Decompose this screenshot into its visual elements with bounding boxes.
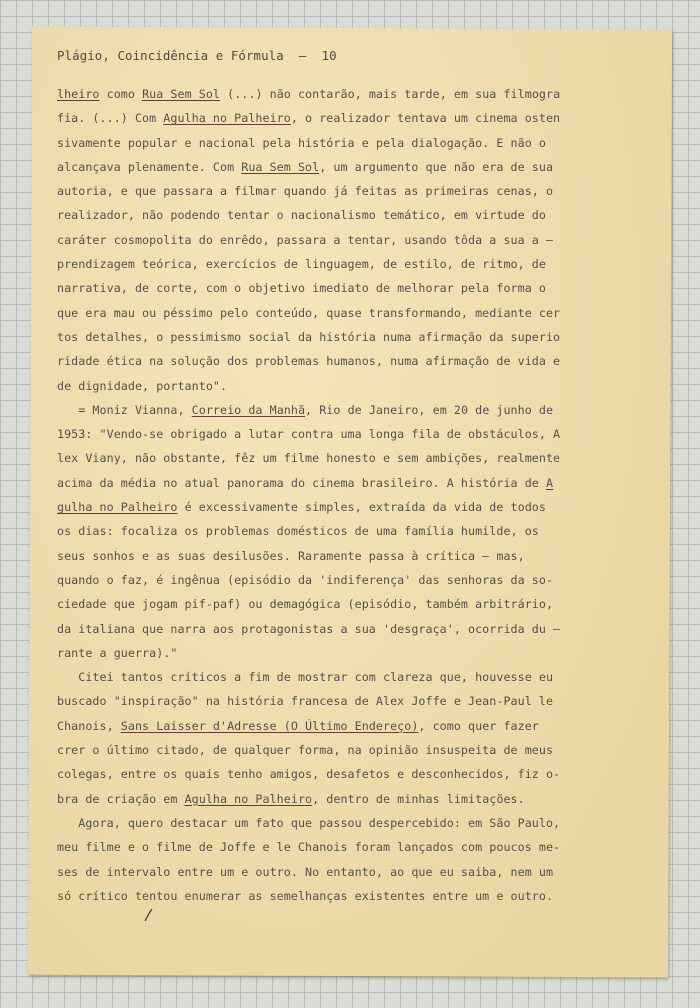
text-segment: lex Viany, não obstante, fêz um filme honesto e sem ambições, realmente [57,451,561,466]
text-segment: da italiana que narra aos protagonistas a sua 'desgraça', ocorrida du – [57,621,561,636]
pen-mark-icon [143,908,155,922]
text-line [57,617,637,641]
text-segment: ridade ética na solução dos problemas humanos, numa afirmação de vida e [57,354,561,369]
text-line [57,519,637,543]
text-segment: fia. (...) Com [57,111,164,126]
text-line [57,106,637,130]
text-segment: = Moniz Vianna, [57,402,192,417]
text-line [57,592,637,616]
text-segment: (...) não contarão, mais tarde, em sua filmogra [220,87,561,101]
text-line [57,349,637,373]
text-line [57,738,637,762]
text-segment: , um argumento que não era de sua [319,159,554,174]
text-line [57,641,637,665]
text-segment: autoria, e que passara a filmar quando já feitas as primeiras cenas, o [57,184,554,199]
text-segment: ciedade que jogam pif-paf) ou demagógica (episódio, também arbitrário, [57,597,554,612]
text-segment: é excessivamente simples, extraída da vida de todos [177,500,546,515]
text-line [57,179,637,203]
text-segment: de dignidade, portanto". [57,378,228,393]
text-segment: buscado "inspiração" na história francesa de Alex Joffe e Jean-Paul le [57,694,554,709]
underlined-title: Sans Laisser d'Adresse (O Último Endereço) [120,718,419,733]
text-line [57,301,637,325]
text-line [57,787,637,811]
text-line [57,325,637,349]
underlined-title: Agulha no Palheiro [163,111,291,126]
text-line [57,155,637,179]
text-line [57,398,637,422]
text-segment: acima da média no atual panorama do cinema brasileiro. A história de [57,475,546,490]
text-segment: rante a guerra)." [57,645,178,660]
text-segment: ses de intervalo entre um e outro. No entanto, ao que eu saiba, nem um [57,864,554,879]
body-text [57,82,637,908]
text-segment: meu filme e o filme de Joffe e le Chanois foram lançados com poucos me- [57,840,561,855]
text-segment: que era mau ou péssimo pelo conteúdo, quase transformando, mediante cer [57,305,561,320]
text-line [57,665,637,689]
text-line [57,811,637,835]
underlined-title: lheiro [57,87,100,101]
text-line [57,276,637,300]
text-segment: colegas, entre os quais tenho amigos, desafetos e desconhecidos, fiz o- [57,767,561,782]
text-line [57,203,637,227]
text-segment: seus sonhos e as suas desilusões. Raramente passa à crítica — mas, [57,548,525,563]
text-line [57,860,637,884]
underlined-title: Rua Sem Sol [142,87,221,101]
underlined-title: gulha no Palheiro [57,500,178,515]
text-segment: caráter cosmopolita do enrêdo, passara a tentar, usando tôda a sua a – [57,232,554,247]
text-segment: Agora, quero destacar um fato que passou despercebido: em São Paulo, [57,815,561,830]
text-segment: , o realizador tentava um cinema osten [290,111,561,126]
text-line [57,884,637,908]
text-segment: , dentro de minhas limitações. [312,791,525,806]
text-segment: , como quer fazer [418,718,539,733]
text-segment: quando o faz, é ingênua (episódio da 'indiferença' das senhoras da so- [57,572,554,587]
text-line [57,495,637,519]
page-header: Plágio, Coincidência e Fórmula – 10 [57,48,337,63]
page-text [57,46,637,908]
underlined-title: Correio da Manhã [191,402,306,417]
text-line [57,82,637,106]
text-line [57,835,637,859]
text-line [57,544,637,568]
text-segment: Citei tantos críticos a fim de mostrar com clareza que, houvesse eu [57,670,554,685]
text-line [57,228,637,252]
text-segment: os dias: focaliza os problemas domésticos de uma família humilde, os [57,524,539,539]
text-line [57,422,637,446]
underlined-title: A [545,475,554,490]
text-segment: crer o último citado, de qualquer forma, na opinião insuspeita de meus [57,743,554,758]
underlined-title: Agulha no Palheiro [184,791,313,806]
text-segment: como [99,87,143,101]
underlined-title: Rua Sem Sol [241,159,320,174]
text-segment: narrativa, de corte, com o objetivo imediato de melhorar pela forma o [57,281,546,296]
text-segment: bra de criação em [57,791,185,806]
text-line [57,446,637,470]
text-line [57,714,637,738]
text-line [57,252,637,276]
text-segment: alcançava plenamente. Com [57,159,242,174]
text-segment: , Rio de Janeiro, em 20 de junho de [305,402,554,417]
text-line [57,374,637,398]
text-line [57,689,637,713]
text-segment: 1953: "Vendo-se obrigado a lutar contra uma longa fila de obstáculos, A [57,427,561,442]
text-segment: realizador, não podendo tentar o nacionalismo temático, em virtude do [57,208,546,223]
text-segment: tos detalhes, o pessimismo social da história numa afirmação da superio [57,329,561,344]
text-line [57,131,637,155]
text-segment: prendizagem teórica, exercícios de linguagem, de estilo, de ritmo, de [57,257,546,272]
text-line [57,471,637,495]
text-line [57,568,637,592]
text-segment: só crítico tentou enumerar as semelhanças existentes entre um e outro. [57,888,554,903]
text-segment: sivamente popular e nacional pela história e pela dialogação. E não o [57,135,546,150]
text-segment: Chanois, [57,718,121,733]
text-line [57,762,637,786]
